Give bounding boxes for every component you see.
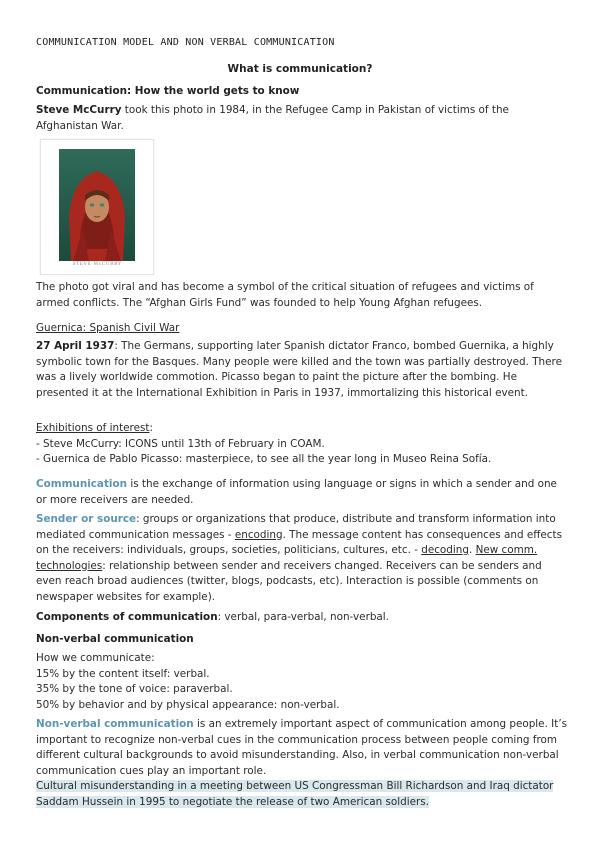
communication-definition: Communication is the exchange of information using language or signs in which a sender and one or more receivers are needed. [36, 478, 557, 506]
nonverbal-heading: Non-verbal communication [36, 633, 194, 645]
exhibition-item: - Guernica de Pablo Picasso: masterpiece, to see all the year long in Museo Reina Sofía. [36, 453, 492, 465]
afghan-girl-photo [40, 139, 154, 275]
guernica-date: 27 April 1937 [36, 340, 115, 352]
decoding-term: decoding [421, 544, 469, 556]
components-term: Components of communication [36, 611, 218, 623]
list-item: How we communicate: [36, 652, 155, 664]
exhibitions-block: Exhibitions of interest: - Steve McCurry: ICONS until 13th of February in COAM. - Guernica de Pablo Picasso: masterpiece, to see all the year long in Museo Reina Sofía. [36, 421, 568, 468]
highlight-text: Cultural misunderstanding in a meeting between US Congressman Bill Richardson and Iraq dictator Saddam Hussein in 1995 to negotiate the release of two American soldiers. [36, 780, 554, 808]
exhibitions-heading: Exhibitions of interest [36, 422, 150, 434]
new-comm-term: New comm. technologies [36, 544, 538, 572]
portrait-image [59, 149, 135, 261]
how-we-communicate-list [36, 651, 568, 713]
sender-term: Sender or source [36, 513, 137, 525]
exhibition-item: - Steve McCurry: ICONS until 13th of February in COAM. [36, 437, 325, 450]
components-paragraph: Components of communication: verbal, para-verbal, non-verbal. [36, 611, 389, 623]
mccurry-paragraph [36, 103, 568, 134]
highlighted-paragraph [36, 779, 568, 810]
list-item: 50% by behavior and by physical appearance: non-verbal. [36, 698, 340, 711]
document-title: COMMUNICATION MODEL AND NON VERBAL COMMUNICATION [36, 37, 335, 48]
photo-paragraph: The photo got viral and has become a symbol of the critical situation of refugees and victims of armed conflicts. The “Afghan Girls Fund” was founded to help Young Afghan refugees. [36, 281, 534, 309]
list-item: 35% by the tone of voice: paraverbal. [36, 683, 233, 695]
list-item: 15% by the content itself: verbal. [36, 667, 210, 680]
sender-paragraph: Sender or source: groups or organizations that produce, distribute and transform information into mediated communication messages - encoding. The message content has consequences and effects on the receivers: individuals, groups, societies, politicians, cultures, etc. - decoding. New comm. technologies: relationship between sender and receivers changed. Receivers can be senders and even reach broad audiences (twitter, blogs, podcasts, etc). Interaction is possible (comments on newspaper websites for example). [36, 513, 563, 603]
guernica-text: : The Germans, supporting later Spanish dictator Franco, bombed Guernika, a highly symbolic town for the Basques. Many people were killed and the town was partially destroyed. There was a lively worldwide commotion. Picasso began to paint the picture after the bombing. He presented it at the International Exhibition in Paris in 1937, immortalizing this historical event. [36, 340, 562, 399]
nonverbal-definition: Non-verbal communication is an extremely important aspect of communication among people. It’s important to recognize non-verbal cues in the communication process between people coming from different cultural backgrounds to avoid misunderstanding. Also, in verbal communication non-verbal communication cues play an important role. [36, 718, 568, 777]
section-heading-communication: Communication: How the world gets to know [36, 85, 300, 97]
guernica-heading: Guernica: Spanish Civil War [36, 322, 180, 334]
nonverbal-term: Non-verbal communication [36, 718, 194, 730]
section-subtitle: What is communication? [227, 63, 373, 75]
guernica-paragraph [36, 339, 568, 401]
communication-term: Communication [36, 478, 128, 490]
mccurry-name: Steve McCurry [36, 104, 122, 116]
encoding-term: encoding [234, 528, 283, 541]
mccurry-text: took this photo in 1984, in the Refugee Camp in Pakistan of victims of the Afghanistan War. [36, 104, 509, 132]
photo-caption: STEVE McCURRY [72, 262, 122, 267]
